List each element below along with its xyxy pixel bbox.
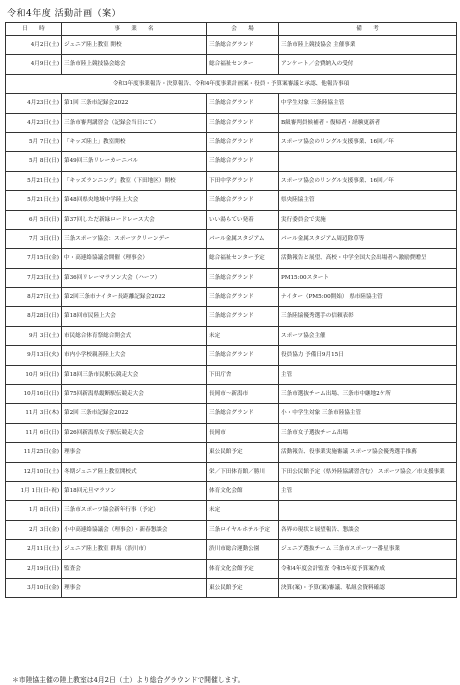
table-row: [6, 423, 457, 442]
table-row: [6, 462, 457, 481]
cell-event: 理事会: [62, 578, 207, 597]
table-row: [6, 326, 457, 345]
cell-venue: 三条総合グランド: [207, 94, 279, 113]
table-row: [6, 268, 457, 287]
cell-event: 第2回三条市ナイター長距離記録会2022: [62, 288, 207, 307]
table-header-row: [6, 23, 457, 36]
cell-note: スポーツ協会のリングル支援事業、16回／年: [279, 132, 457, 151]
cell-note: アンケート／会費納入の受付: [279, 55, 457, 74]
cell-venue: 長岡市: [207, 423, 279, 442]
cell-event: ジュニア陸上教室 群馬（渋川市）: [62, 540, 207, 559]
table-row: [6, 55, 457, 74]
cell-event: 中・高連絡協議会開催（理事会）: [62, 249, 207, 268]
cell-date: 8月27日(土): [6, 288, 62, 307]
cell-venue: 長岡市～新潟市: [207, 385, 279, 404]
cell-event: 第49回三条リレーカーニバル: [62, 152, 207, 171]
cell-venue: 三条総合グランド: [207, 404, 279, 423]
cell-date: 10月 9日(日): [6, 365, 62, 384]
cell-date: 4月9日(土): [6, 55, 62, 74]
cell-event: 小中高連絡協議会（理事会）・新春懇談会: [62, 520, 207, 539]
cell-event: 三条市陸上競技協会総会: [62, 55, 207, 74]
schedule-table: [5, 22, 457, 598]
cell-note: PM15:00スタート: [279, 268, 457, 287]
cell-date: 2月 3日(金): [6, 520, 62, 539]
cell-note: ナイター（PM5:00開始） 県市陸協主管: [279, 288, 457, 307]
cell-event: 第37回しただ新緑ロードレース大会: [62, 210, 207, 229]
cell-date: 7月23日(土): [6, 268, 62, 287]
header-event: 事 業 名: [62, 23, 207, 36]
cell-venue: 渋川市総合運動公園: [207, 540, 279, 559]
cell-note: パール金属スタジアム周辺除草等: [279, 229, 457, 248]
table-row: [6, 520, 457, 539]
cell-date: 9月13日(火): [6, 346, 62, 365]
cell-date: 4月23日(土): [6, 113, 62, 132]
table-row: [6, 152, 457, 171]
cell-venue: 総合福祉センター予定: [207, 249, 279, 268]
table-row: [6, 540, 457, 559]
table-row: [6, 307, 457, 326]
cell-note: 活動報告と展望、高校・中学全国大会出場者へ激励費贈呈: [279, 249, 457, 268]
cell-note: 実行委員会で実施: [279, 210, 457, 229]
cell-note: 三条市選抜チーム出場、三条市中継地2ケ所: [279, 385, 457, 404]
cell-note: 役員協力 予備日9月15日: [279, 346, 457, 365]
cell-note: [279, 152, 457, 171]
cell-event: 三条スポーツ協会：スポーツクリーンデー: [62, 229, 207, 248]
cell-venue: 未定: [207, 326, 279, 345]
cell-venue: 栄／下田体育館／勝川: [207, 462, 279, 481]
cell-event: 「キッズランニング」教室（下田地区）開校: [62, 171, 207, 190]
cell-venue: 三条ロイヤルホテル予定: [207, 520, 279, 539]
cell-venue: 三条総合グランド: [207, 152, 279, 171]
cell-date: 7月15日(金): [6, 249, 62, 268]
header-date: 日 時: [6, 23, 62, 36]
table-row: [6, 501, 457, 520]
cell-venue: 三条総合グランド: [207, 191, 279, 210]
cell-venue: 三条総合グランド: [207, 132, 279, 151]
cell-note: 令和4年度会計監査 令和5年度予算案作成: [279, 559, 457, 578]
table-row: [6, 74, 457, 93]
cell-event: 市内小学校親善陸上大会: [62, 346, 207, 365]
table-row: [6, 443, 457, 462]
cell-venue: 三条総合グランド: [207, 268, 279, 287]
cell-venue: 東公民館予定: [207, 443, 279, 462]
cell-event: 冬期ジュニア陸上教室開校式: [62, 462, 207, 481]
cell-event: 第48回県央地域中学陸上大会: [62, 191, 207, 210]
table-row: [6, 94, 457, 113]
cell-note: 下田公民館予定（県外陸協講習含む） スポーツ協会／市支援事業: [279, 462, 457, 481]
table-row: [6, 36, 457, 55]
table-row: [6, 288, 457, 307]
cell-note: スポーツ協会主催: [279, 326, 457, 345]
cell-event: 第75回新潟県縦断駅伝競走大会: [62, 385, 207, 404]
table-row: [6, 559, 457, 578]
cell-date: 1月 1日(日･祝): [6, 481, 62, 500]
cell-date: 6月 5日(日): [6, 210, 62, 229]
table-row: [6, 229, 457, 248]
cell-date: 4月2日(土): [6, 36, 62, 55]
table-row: [6, 171, 457, 190]
cell-note: 県央陸協主管: [279, 191, 457, 210]
table-row: [6, 404, 457, 423]
cell-venue: 三条総合グランド: [207, 307, 279, 326]
cell-note: [279, 501, 457, 520]
cell-note: 小・中学生対象 三条市陸協主管: [279, 404, 457, 423]
cell-date: 4月23日(土): [6, 94, 62, 113]
cell-event: 第1回 三条市記録会2022: [62, 94, 207, 113]
table-row: [6, 210, 457, 229]
cell-date: 11月 3日(木): [6, 404, 62, 423]
cell-event: 第18回元旦マラソン: [62, 481, 207, 500]
cell-note: 主管: [279, 365, 457, 384]
table-row: [6, 191, 457, 210]
cell-event: 監査会: [62, 559, 207, 578]
cell-note: 決算(案)・予算(案)審議、私組会資料確認: [279, 578, 457, 597]
table-row: [6, 249, 457, 268]
cell-venue: 未定: [207, 501, 279, 520]
table-row: [6, 346, 457, 365]
cell-date: 12月10日(土): [6, 462, 62, 481]
table-row: [6, 481, 457, 500]
header-note: 備 考: [279, 23, 457, 36]
cell-venue: 三条総合グランド: [207, 36, 279, 55]
cell-date: 5月21日(土): [6, 191, 62, 210]
cell-date: 11月25日(金): [6, 443, 62, 462]
cell-venue: パール金属スタジアム: [207, 229, 279, 248]
cell-note: ジュニア選抜チーム 三条市スポーツ一番星事業: [279, 540, 457, 559]
cell-event: 第36回リレーマラソン大会（ハーフ）: [62, 268, 207, 287]
cell-venue: 三条総合グランド: [207, 113, 279, 132]
cell-note: 主管: [279, 481, 457, 500]
cell-venue: 三条総合グランド: [207, 346, 279, 365]
cell-note: 三条市女子選抜チーム出場: [279, 423, 457, 442]
cell-date: 8月28日(日): [6, 307, 62, 326]
cell-date: 11月 6日(日): [6, 423, 62, 442]
cell-date: 9月 3日(土): [6, 326, 62, 345]
cell-note: 活動報告、役事業実施審議 スポーツ協会優秀選手推薦: [279, 443, 457, 462]
cell-date: 2月11日(土): [6, 540, 62, 559]
cell-venue: 三条総合グランド: [207, 288, 279, 307]
cell-event: 第18回市民陸上大会: [62, 307, 207, 326]
cell-event: 第2回 三条市記録会2022: [62, 404, 207, 423]
cell-date: 3月10日(金): [6, 578, 62, 597]
cell-note: 三条陸協優秀選手の信頼表彰: [279, 307, 457, 326]
cell-event: 第18回三条市民駅伝競走大会: [62, 365, 207, 384]
cell-event: 「キッズ陸上」教室開校: [62, 132, 207, 151]
cell-note: 各界の現状と展望報告、懇談会: [279, 520, 457, 539]
cell-date: 1月 8日(日): [6, 501, 62, 520]
header-venue: 会 場: [207, 23, 279, 36]
cell-venue: 体育文化会館予定: [207, 559, 279, 578]
cell-date: 7月 3日(日): [6, 229, 62, 248]
table-row: [6, 365, 457, 384]
table-row: [6, 113, 457, 132]
cell-event: ジュニア陸上教室 開校: [62, 36, 207, 55]
cell-venue: 総合福祉センター: [207, 55, 279, 74]
cell-note: 中学生対象 三条陸協主管: [279, 94, 457, 113]
cell-date: 5月 7日(土): [6, 132, 62, 151]
row-summary-text: 令和3年度事業報告・決算報告、令和4年度事業計画案・役員・予算案審議と承認、他報告事項: [6, 74, 457, 93]
cell-note: スポーツ協会のリングル支援事業、16回／年: [279, 171, 457, 190]
cell-venue: 体育文化会館: [207, 481, 279, 500]
cell-venue: 東公民館予定: [207, 578, 279, 597]
cell-date: 5月21日(土): [6, 171, 62, 190]
cell-event: 第26回新潟県女子駅伝競走大会: [62, 423, 207, 442]
table-row: [6, 578, 457, 597]
cell-venue: 下田庁舎: [207, 365, 279, 384]
cell-event: 市民総合体育祭総合開会式: [62, 326, 207, 345]
cell-event: 三条市スポーツ協会新年行事（予定）: [62, 501, 207, 520]
page-title: 令和4年度 活動計画（案）: [7, 9, 122, 19]
footnote: ＊市陸協主催の陸上教室は4月2日（土）より総合グラウンドで開催します。: [12, 676, 245, 684]
table-row: [6, 132, 457, 151]
cell-date: 10月16日(日): [6, 385, 62, 404]
cell-venue: 下田中学グランド: [207, 171, 279, 190]
table-row: [6, 385, 457, 404]
cell-event: 三条市審判講習会（記録会当日にて）: [62, 113, 207, 132]
cell-note: B級審判員候補者・復帰者・経験更新者: [279, 113, 457, 132]
cell-venue: いい湯らてい発着: [207, 210, 279, 229]
cell-date: 5月 8日(日): [6, 152, 62, 171]
cell-date: 2月19日(日): [6, 559, 62, 578]
schedule-body: [6, 36, 457, 598]
cell-event: 理事会: [62, 443, 207, 462]
cell-note: 三条市陸上競技協会 主催事業: [279, 36, 457, 55]
